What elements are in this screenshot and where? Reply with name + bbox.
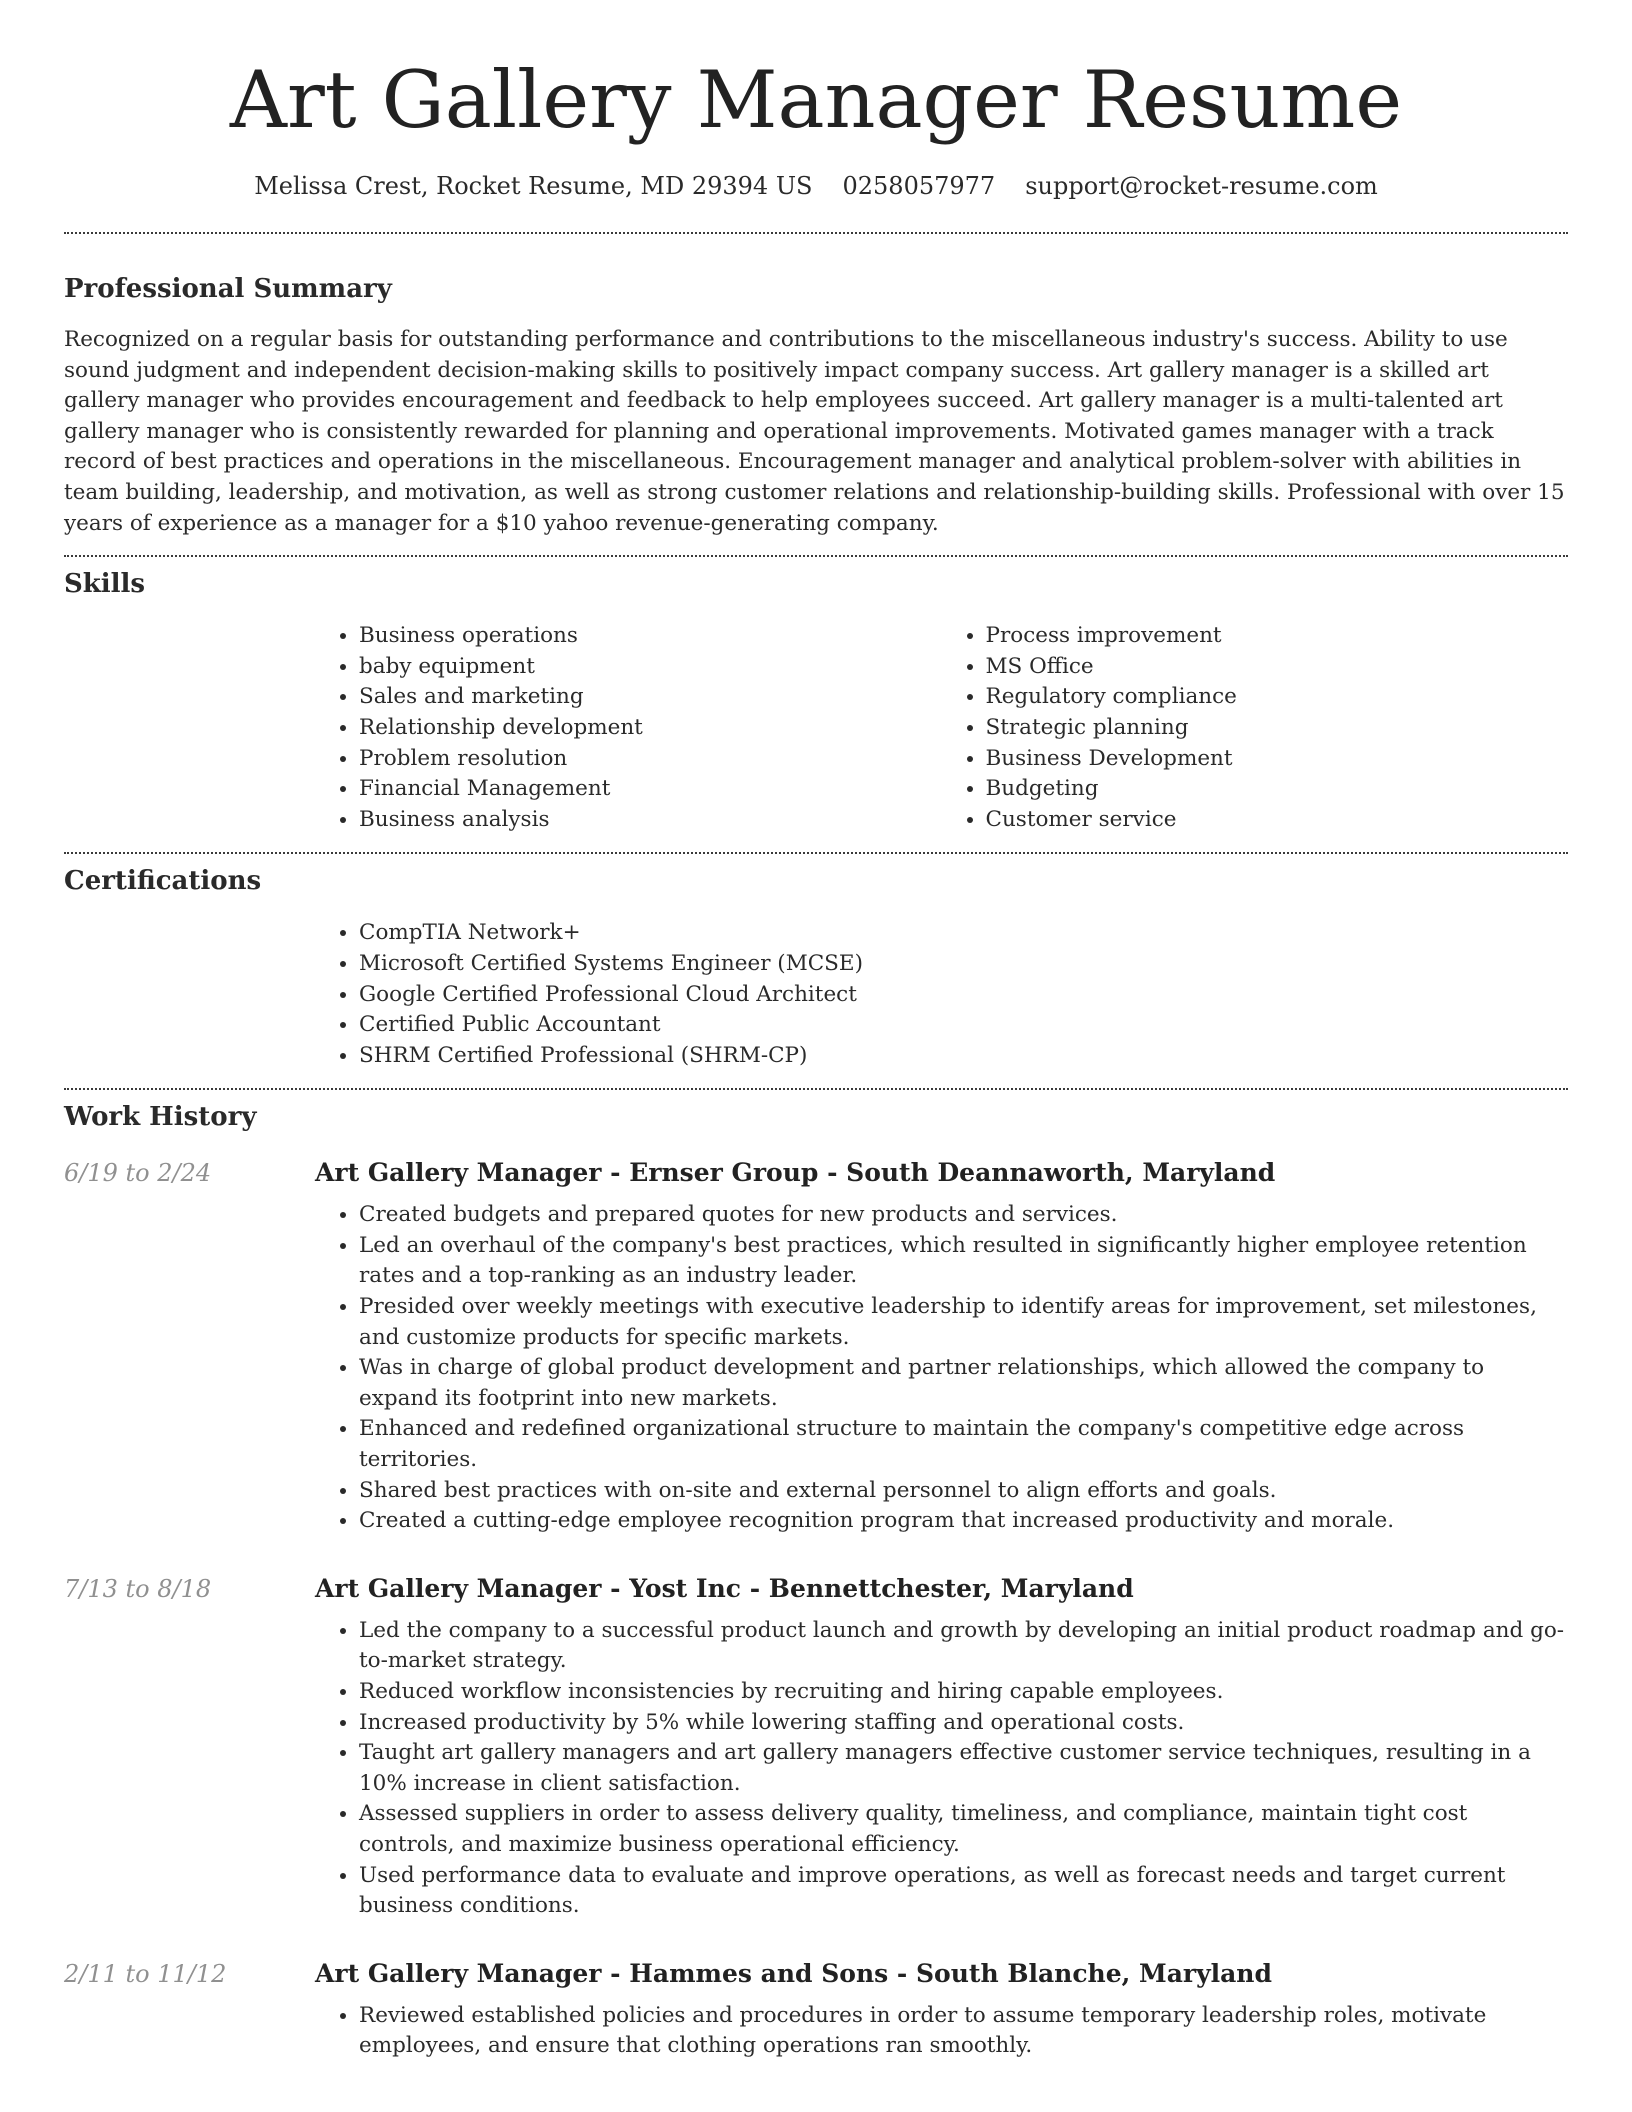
certification-item: • SHRM Certified Professional (SHRM-CP) [359,1041,1568,1072]
job-bullet: • Enhanced and redefined organizational structure to maintain the company's competitive edge across territories. [359,1414,1568,1475]
page-title: Art Gallery Manager Resume [229,54,1403,146]
job-dates: 6/19 to 2/24 [64,1159,212,1188]
job-bullet: • Led the company to a successful product launch and growth by developing an initial product roadmap and go-to-market strategy. [359,1616,1568,1677]
contact-phone: 0258057977 [842,172,996,200]
certifications-heading: Certifications [64,866,262,897]
certification-item: • Certified Public Accountant [359,1010,1568,1041]
skill-item: • Problem resolution [359,744,942,775]
job-bullets [315,2001,1568,2062]
skill-item: • Business analysis [359,805,942,836]
job-bullet: • Used performance data to evaluate and improve operations, as well as forecast needs and target current business conditions. [359,1861,1568,1922]
summary-heading: Professional Summary [64,274,392,304]
job-bullet: • Reduced workflow inconsistencies by recruiting and hiring capable employees. [359,1677,1568,1708]
skill-item: • Regulatory compliance [986,682,1569,713]
job-bullet: • Presided over weekly meetings with executive leadership to identify areas for improvement, set milestones, and customize products for specific markets. [359,1292,1568,1353]
certifications-section [64,854,1568,1071]
skills-grid [315,621,1568,835]
skill-item: • Customer service [986,805,1569,836]
summary-section [64,234,1568,539]
skill-item: • Strategic planning [986,713,1569,744]
job-bullet: • Led an overhaul of the company's best practices, which resulted in significantly higher employee retention rates and a top-ranking as an industry leader. [359,1231,1568,1292]
job-bullets [315,1200,1568,1537]
skill-item: • Relationship development [359,713,942,744]
summary-text: Recognized on a regular basis for outstanding performance and contributions to the miscellaneous industry's success. Ability to use sound judgment and independent decision-making skills to positively impact company success. Art gallery manager is a skilled art gallery manager who provides encouragement and feedback to help employees succeed. Art gallery manager is a multi-talented art gallery manager who is consistently rewarded for planning and operational improvements. Motivated games manager with a track record of best practices and operations in the miscellaneous. Encouragement manager and analytical problem-solver with abilities in team building, leadership, and motivation, as well as strong customer relations and relationship-building skills. Professional with over 15 years of experience as a manager for a $10 yahoo revenue-generating company. [64,327,1565,536]
resume-page [64,0,1568,2062]
job-entry [64,1572,1568,1922]
contact-address: Melissa Crest, Rocket Resume, MD 29394 US [254,172,813,200]
skill-item: • Budgeting [986,774,1569,805]
skill-item: • Business Development [986,744,1569,775]
contact-email: support@rocket-resume.com [1025,172,1378,200]
job-bullet: • Was in charge of global product development and partner relationships, which allowed the company to expand its footprint into new markets. [359,1353,1568,1414]
contact-line [64,170,1568,202]
job-dates: 7/13 to 8/18 [64,1574,212,1603]
job-bullet: • Shared best practices with on-site and external personnel to align efforts and goals. [359,1476,1568,1507]
job-bullet: • Created a cutting-edge employee recognition program that increased productivity and morale. [359,1506,1568,1537]
job-bullet: • Assessed suppliers in order to assess delivery quality, timeliness, and compliance, maintain tight cost controls, and maximize business operational efficiency. [359,1799,1568,1860]
skill-item: • baby equipment [359,652,942,683]
certification-item: • Google Certified Professional Cloud Architect [359,980,1568,1011]
job-title: Art Gallery Manager - Yost Inc - Bennettchester, Maryland [315,1573,1134,1603]
job-entry [64,1957,1568,2062]
skills-heading: Skills [64,569,146,600]
certification-item: • CompTIA Network+ [359,918,1568,949]
skills-section [64,557,1568,835]
skill-item: • Business operations [359,621,942,652]
skills-list-right [942,621,1569,835]
job-bullet: • Reviewed established policies and procedures in order to assume temporary leadership roles, motivate employees, and ensure that clothing operations ran smoothly. [359,2001,1568,2062]
job-title: Art Gallery Manager - Ernser Group - South Deannaworth, Maryland [315,1158,1276,1188]
skills-list-left [315,621,942,835]
work-heading: Work History [64,1102,257,1133]
job-bullet: • Taught art gallery managers and art gallery managers effective customer service techniques, resulting in a 10% increase in client satisfaction. [359,1738,1568,1799]
skill-item: • MS Office [986,652,1569,683]
certifications-list [315,918,1568,1071]
skill-item: • Sales and marketing [359,682,942,713]
job-dates: 2/11 to 11/12 [64,1959,227,1988]
skill-item: • Process improvement [986,621,1569,652]
job-title: Art Gallery Manager - Hammes and Sons - South Blanche, Maryland [315,1958,1272,1988]
skill-item: • Financial Management [359,774,942,805]
job-bullets [315,1616,1568,1922]
job-bullet: • Increased productivity by 5% while lowering staffing and operational costs. [359,1708,1568,1739]
job-entry [64,1156,1568,1537]
work-section [64,1090,1568,2062]
job-bullet: • Created budgets and prepared quotes for new products and services. [359,1200,1568,1231]
certification-item: • Microsoft Certified Systems Engineer (MCSE) [359,949,1568,980]
